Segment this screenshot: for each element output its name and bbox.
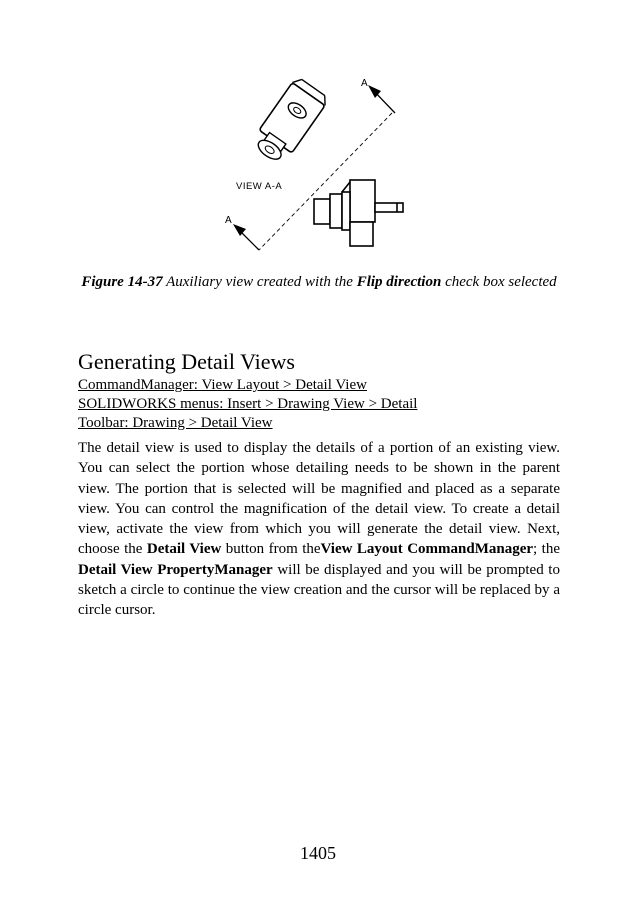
section-arrow-bottom	[233, 224, 259, 250]
figure-caption	[78, 272, 560, 292]
figure-number: Figure 14-37	[81, 274, 163, 290]
body-bold-term: Detail View PropertyManager	[78, 561, 273, 578]
body-paragraph	[78, 438, 560, 621]
front-view-part	[314, 180, 403, 246]
auxiliary-view-drawing	[200, 70, 440, 260]
path-solidworks-menus[interactable]: SOLIDWORKS menus: Insert > Drawing View > Detail	[78, 396, 418, 412]
page-number: 1405	[300, 843, 336, 863]
section-label-top: A	[361, 78, 368, 89]
body-bold-term: Detail View	[146, 541, 222, 558]
figure-14-37	[200, 70, 440, 260]
body-bold-term: View Layout CommandManager	[320, 541, 534, 558]
auxiliary-view-a-a	[249, 76, 329, 167]
section-label-bottom: A	[225, 215, 232, 226]
body-text: ; the	[533, 541, 560, 558]
body-text: button from the	[221, 541, 321, 558]
caption-text-after: check box selected	[441, 274, 557, 290]
path-commandmanager[interactable]: CommandManager: View Layout > Detail View	[78, 377, 367, 393]
caption-text-before: Auxiliary view created with the	[162, 274, 357, 290]
body-text: will be displayed and you will be prompted to sketch a circle to continue the view creation and the cursor will be replaced by a circle cursor.	[78, 561, 560, 619]
section-arrow-top	[368, 85, 395, 113]
caption-bold-term: Flip direction	[356, 274, 442, 290]
path-toolbar[interactable]: Toolbar: Drawing > Detail View	[78, 415, 273, 431]
body-text: The detail view is used to display the details of a portion of an existing view. You can select the portion whose detailing needs to be shown in the parent view. The portion that is selected will be magnified and placed as a separate view. You can control the magnification of the detail view. To create a detail view, activate the view from which you will generate the detail view. Next, choose the	[78, 440, 560, 558]
view-label: VIEW A-A	[236, 181, 283, 192]
section-heading: Generating Detail Views	[78, 349, 295, 374]
